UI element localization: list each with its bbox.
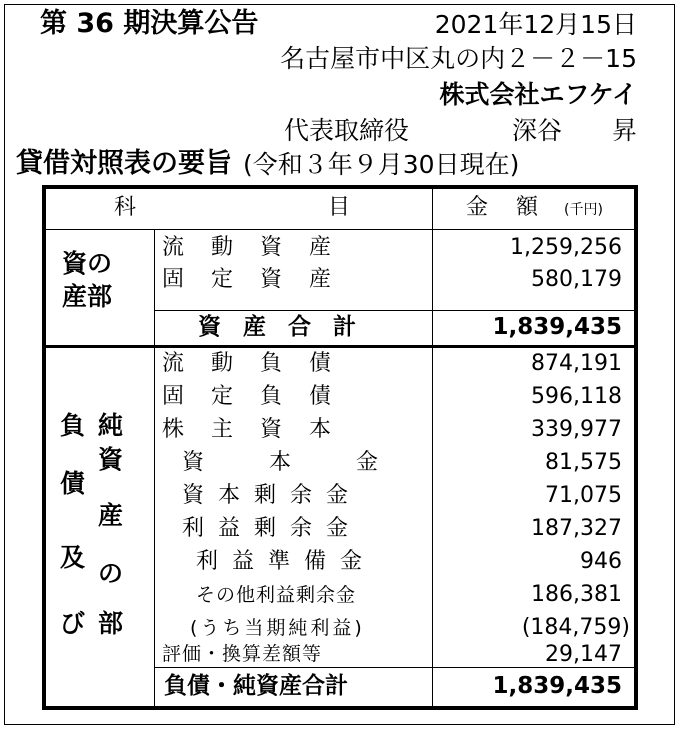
- liabilities-row-label: 株主資本: [162, 417, 359, 442]
- equity-side-label: の: [98, 559, 124, 588]
- liabilities-row-label: 利益準備金: [196, 549, 377, 574]
- assets-section-label-1: 資の: [62, 249, 113, 278]
- amount-column-divider: [432, 189, 433, 706]
- equity-side-label: 資: [98, 445, 124, 474]
- assets-total-value: 1,839,435: [492, 314, 622, 340]
- liabilities-row-label: その他利益剰余金: [196, 584, 357, 606]
- liabilities-row-value: (184,759): [521, 615, 630, 640]
- balance-sheet-table: [42, 185, 638, 710]
- notice-date: 2021年12月15日: [434, 10, 637, 39]
- liabilities-row-value: 29,147: [545, 642, 622, 667]
- assets-row-value: 580,179: [531, 267, 622, 292]
- liabilities-row-label: 資本剰余金: [182, 483, 363, 508]
- liabilities-row-value: 186,381: [531, 582, 622, 607]
- header-item-2: 目: [328, 195, 351, 220]
- period-title: 第 36 期決算公告: [40, 8, 259, 39]
- unit-label: (千円): [564, 202, 603, 218]
- liabilities-total-label: 負債・純資産合計: [164, 673, 348, 699]
- liabilities-row-value: 596,118: [531, 384, 622, 409]
- liabilities-side-label: 債: [60, 469, 86, 498]
- liabilities-row-label: 固定負債: [162, 384, 359, 409]
- liabilities-row-value: 946: [580, 549, 622, 574]
- header-item-1: 科: [114, 195, 137, 220]
- header-amount-2: 額: [516, 195, 539, 220]
- equity-side-label: 部: [98, 609, 124, 638]
- assets-section-label-2: 産部: [62, 282, 113, 311]
- liabilities-total-value: 1,839,435: [492, 673, 622, 699]
- liabilities-row-label: (うち当期純利益): [190, 617, 365, 639]
- liabilities-row-value: 874,191: [531, 351, 622, 376]
- equity-side-label: 産: [98, 501, 124, 530]
- header-amount-1: 金: [466, 195, 489, 220]
- liabilities-side-label: 負: [60, 411, 86, 440]
- liabilities-row-label: 評価・換算差額等: [162, 643, 323, 665]
- liabilities-total-divider: [154, 667, 634, 668]
- liabilities-side-label: 及: [60, 543, 86, 572]
- liabilities-row-label: 利益剰余金: [182, 516, 363, 541]
- label-column-divider: [154, 229, 155, 706]
- liabilities-row-value: 187,327: [531, 516, 622, 541]
- liabilities-row-value: 339,977: [531, 417, 622, 442]
- header-divider: [46, 229, 634, 230]
- representative-name: 深谷 昇: [511, 116, 637, 145]
- assets-total-label: 資産合計: [198, 314, 378, 340]
- company-address: 名古屋市中区丸の内２－２－15: [280, 44, 637, 73]
- assets-row-value: 1,259,256: [510, 235, 622, 260]
- liabilities-side-label: び: [60, 609, 86, 638]
- liabilities-row-label: 流動負債: [162, 351, 359, 376]
- liabilities-row-value: 71,075: [545, 483, 622, 508]
- assets-total-divider: [154, 310, 634, 311]
- company-name: 株式会社エフケイ: [439, 80, 637, 109]
- balance-sheet-title: 貸借対照表の要旨: [16, 148, 232, 179]
- section-divider: [46, 345, 634, 348]
- representative-title: 代表取締役: [284, 116, 410, 145]
- liabilities-row-value: 81,575: [545, 450, 622, 475]
- assets-row-label: 流動資産: [162, 235, 359, 260]
- assets-row-label: 固定資産: [162, 267, 359, 292]
- liabilities-row-label: 資本金: [182, 450, 444, 475]
- equity-side-label: 純: [98, 411, 124, 440]
- balance-sheet-date-note: (令和３年９月30日現在): [243, 150, 520, 179]
